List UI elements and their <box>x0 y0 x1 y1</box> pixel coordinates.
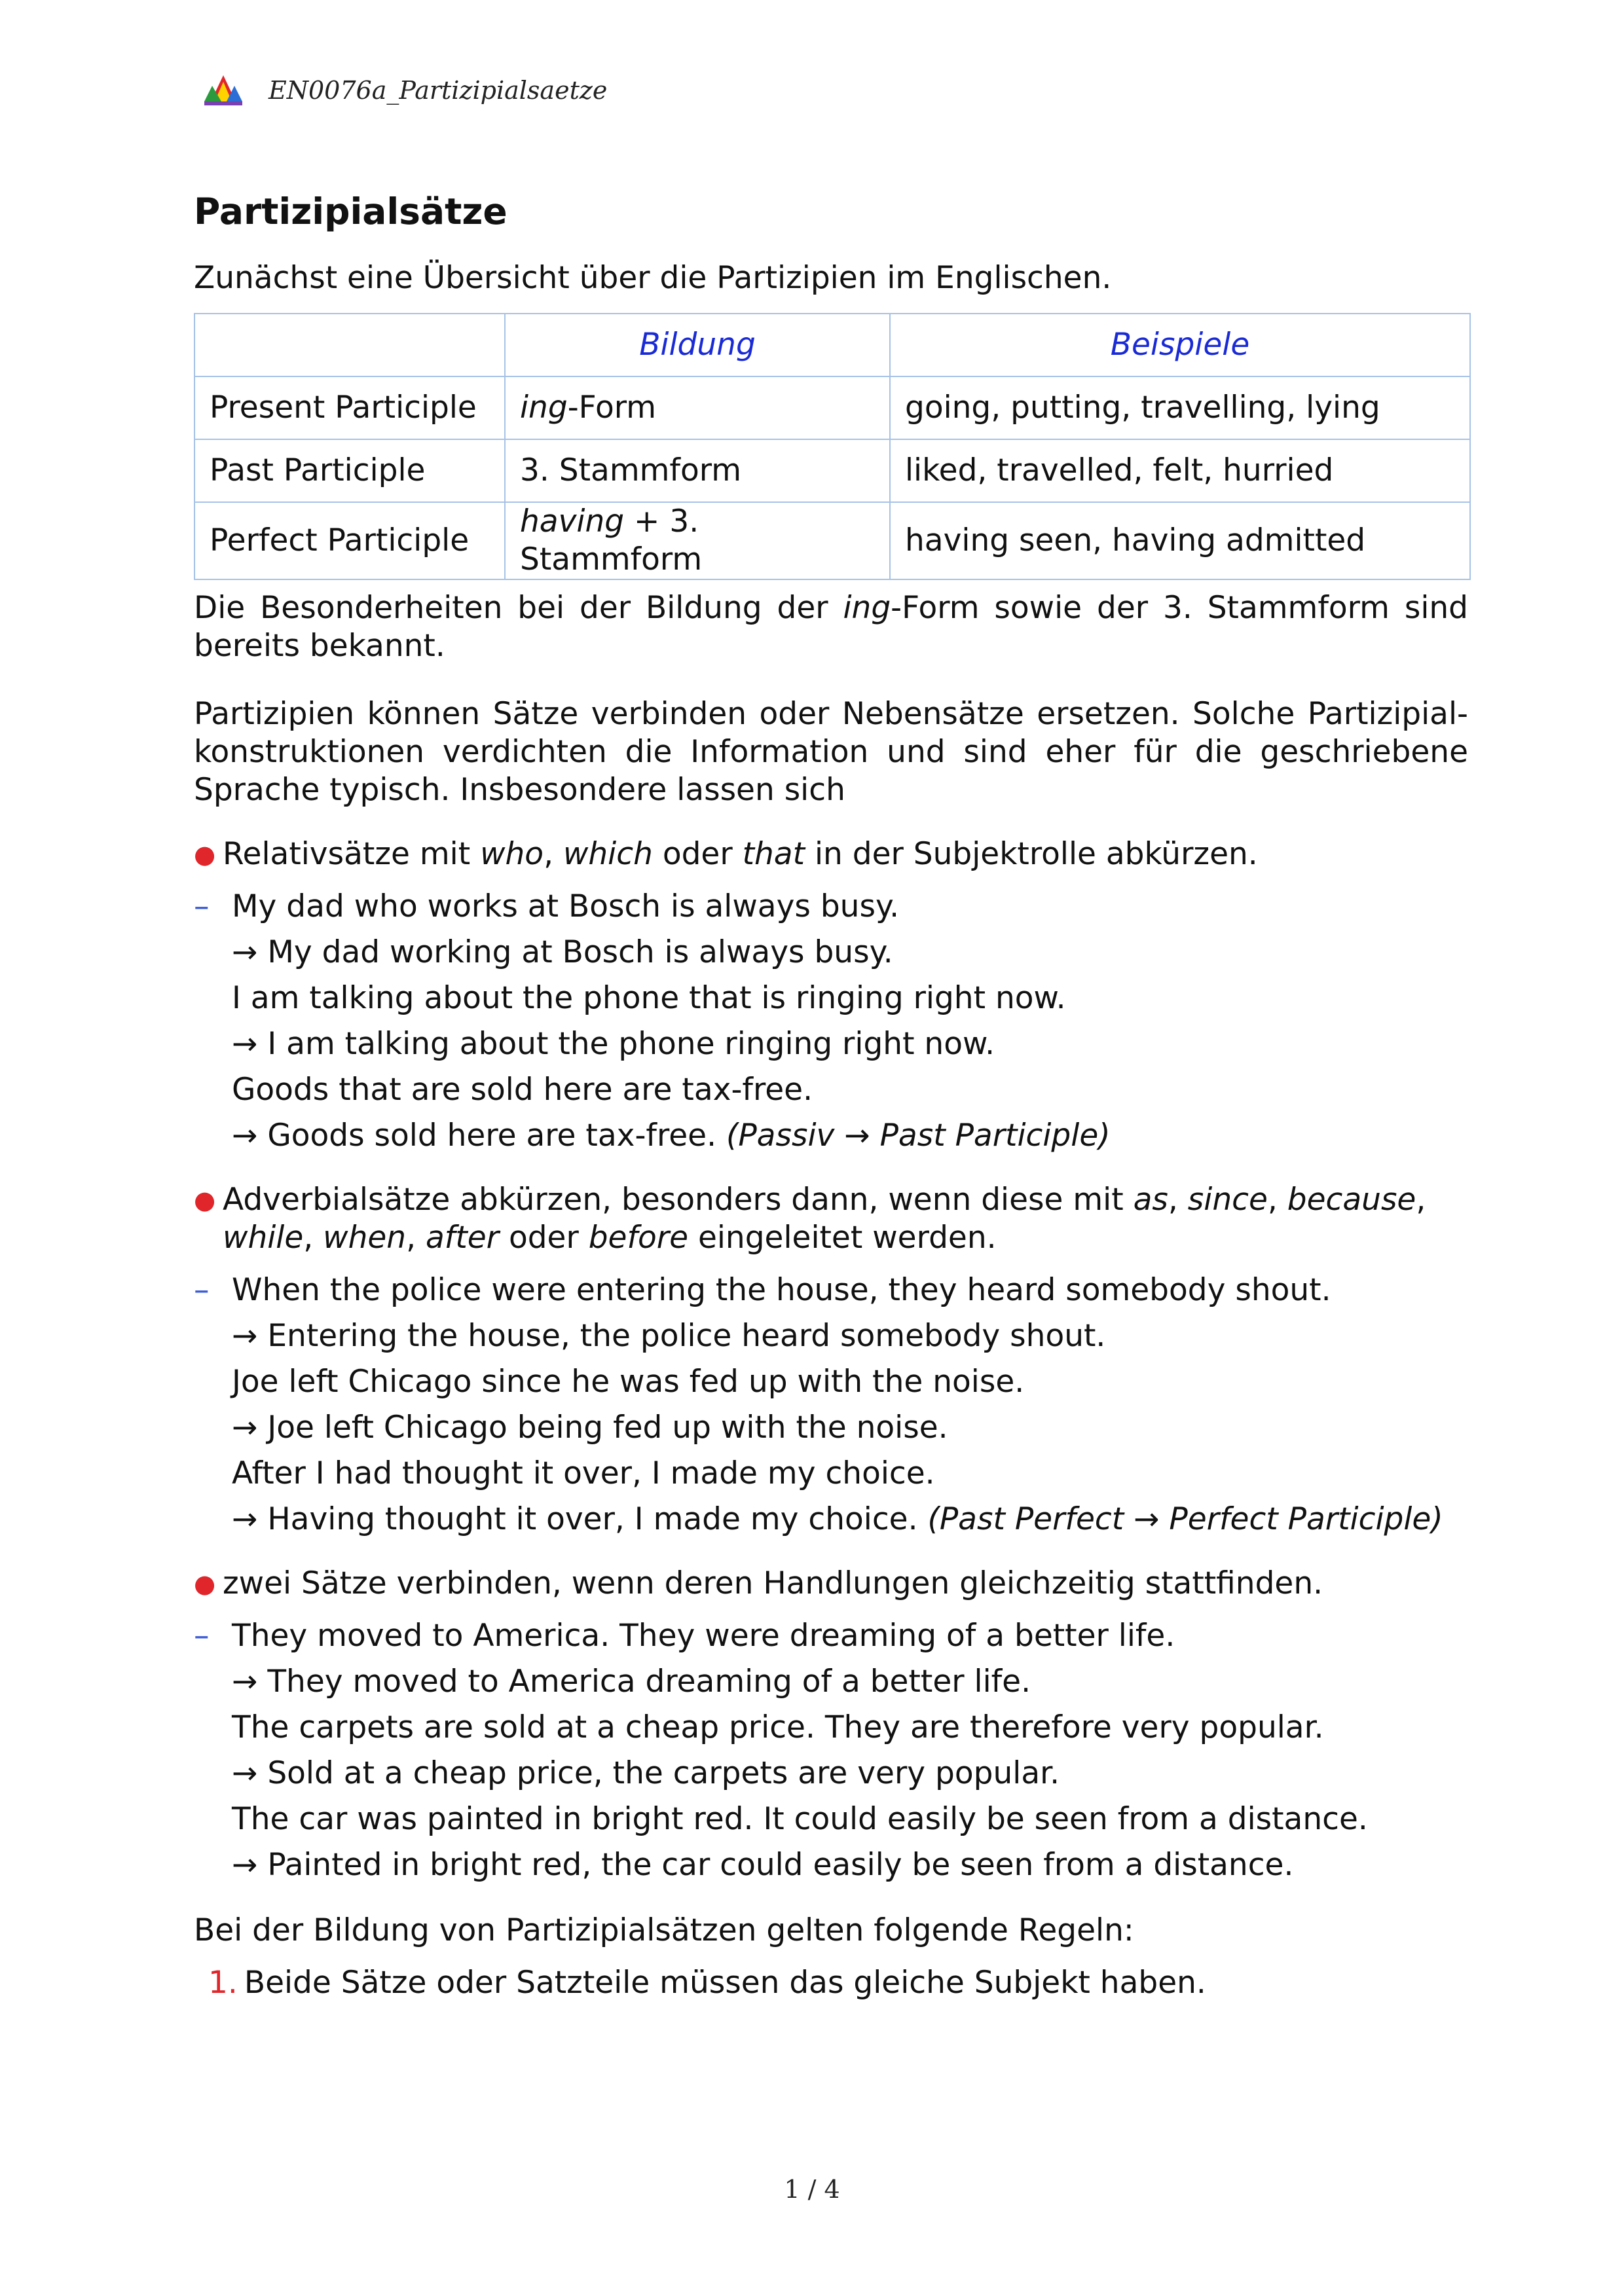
bullet-relativsaetze: ● Relativsätze mit who, which oder that in der Subjektrolle abkürzen. <box>194 836 1258 872</box>
example-item: I am talking about the phone that is ringing right now. → I am talking about the phone ringing right now. <box>232 980 1066 1062</box>
example-item: Goods that are sold here are tax-free. → Goods sold here are tax-free. (Passiv → Past Participle) <box>232 1072 1111 1154</box>
dash-icon: – <box>194 1618 210 1654</box>
bullet-icon: ● <box>194 1569 216 1598</box>
arrow-icon: → <box>232 1410 258 1446</box>
page-number: 1 / 4 <box>784 2175 840 2204</box>
document-id: EN0076a_Partizipialsaetze <box>268 76 608 105</box>
bullet-icon: ● <box>194 1186 216 1214</box>
row-beispiele: going, putting, travelling, lying <box>890 376 1470 439</box>
bullet-saetze-verbinden: ● zwei Sätze verbinden, wenn deren Handlungen gleichzeitig stattfinden. <box>194 1565 1323 1601</box>
dash-icon: – <box>194 888 210 924</box>
row-bildung: ing-Form <box>505 376 890 439</box>
row-bildung: having + 3. Stammform <box>505 502 890 579</box>
table-row <box>194 502 1470 579</box>
example-group <box>194 1617 1468 1884</box>
table-header-beispiele: Beispiele <box>890 314 1470 376</box>
intro-text: Zunächst eine Übersicht über die Partizipien im Englischen. <box>194 260 1112 296</box>
example-item: The car was painted in bright red. It could easily be seen from a distance. → Painted in bright red, the car could easily be seen from a distance. <box>232 1801 1368 1883</box>
arrow-icon: → <box>232 1501 258 1537</box>
arrow-icon: → <box>232 1026 258 1062</box>
example-group <box>194 1271 1468 1539</box>
example-item: After I had thought it over, I made my choice. → Having thought it over, I made my choice. (Past Perfect → Perfect Participle) <box>232 1455 1443 1537</box>
bullet-adverbialsaetze: ● Adverbialsätze abkürzen, besonders dann, wenn diese mit as, since, because, while, when, after oder before eingeleitet werden. <box>194 1182 1426 1256</box>
example-item: Joe left Chicago since he was fed up with the noise. → Joe left Chicago being fed up with the noise. <box>232 1364 1025 1446</box>
paragraph-partizipien: Partizipien können Sätze verbinden oder Nebensätze ersetzen. Solche Partizipial-konstruktionen verdichten die Information und sind eher für die geschriebene Sprache typisch. Insbesondere lassen sich <box>194 696 1468 808</box>
arrow-icon: → <box>232 1755 258 1791</box>
paragraph-besonderheiten: Die Besonderheiten bei der Bildung der ing-Form sowie der 3. Stammform sind bereits bekannt. <box>194 590 1468 664</box>
participle-table <box>194 313 1471 580</box>
arrow-icon: → <box>232 1664 258 1700</box>
row-beispiele: liked, travelled, felt, hurried <box>890 439 1470 502</box>
arrow-icon: → <box>232 1118 258 1154</box>
rules-intro: Bei der Bildung von Partizipialsätzen gelten folgende Regeln: <box>194 1912 1134 1948</box>
example-item: When the police were entering the house, they heard somebody shout. → Entering the house, the police heard somebody shout. <box>232 1272 1331 1354</box>
example-item: They moved to America. They were dreaming of a better life. → They moved to America dreaming of a better life. <box>232 1618 1175 1700</box>
arrow-icon: → <box>232 1318 258 1354</box>
dash-icon: – <box>194 1272 210 1308</box>
row-beispiele: having seen, having admitted <box>890 502 1470 579</box>
rules-section <box>194 1912 1468 2002</box>
example-group <box>194 888 1468 1155</box>
bullet-icon: ● <box>194 840 216 869</box>
row-label: Present Participle <box>194 376 505 439</box>
table-header-bildung: Bildung <box>505 314 890 376</box>
example-item: The carpets are sold at a cheap price. They are therefore very popular. → Sold at a cheap price, the carpets are very popular. <box>232 1709 1324 1791</box>
table-row <box>194 376 1470 439</box>
row-label: Past Participle <box>194 439 505 502</box>
arrow-icon: → <box>232 1847 258 1883</box>
example-item: My dad who works at Bosch is always busy. → My dad working at Bosch is always busy. <box>232 888 900 970</box>
colorful-mountain-logo <box>203 74 244 107</box>
row-bildung: 3. Stammform <box>505 439 890 502</box>
arrow-icon: → <box>232 934 258 970</box>
table-header-row <box>194 314 1470 376</box>
page-header <box>203 71 607 110</box>
main-content <box>194 190 1468 2002</box>
rule-item: 1. Beide Sätze oder Satzteile müssen das gleiche Subjekt haben. <box>208 1965 1206 2001</box>
page-title: Partizipialsätze <box>194 191 507 232</box>
table-row <box>194 439 1470 502</box>
table-header-cell <box>194 314 505 376</box>
row-label: Perfect Participle <box>194 502 505 579</box>
